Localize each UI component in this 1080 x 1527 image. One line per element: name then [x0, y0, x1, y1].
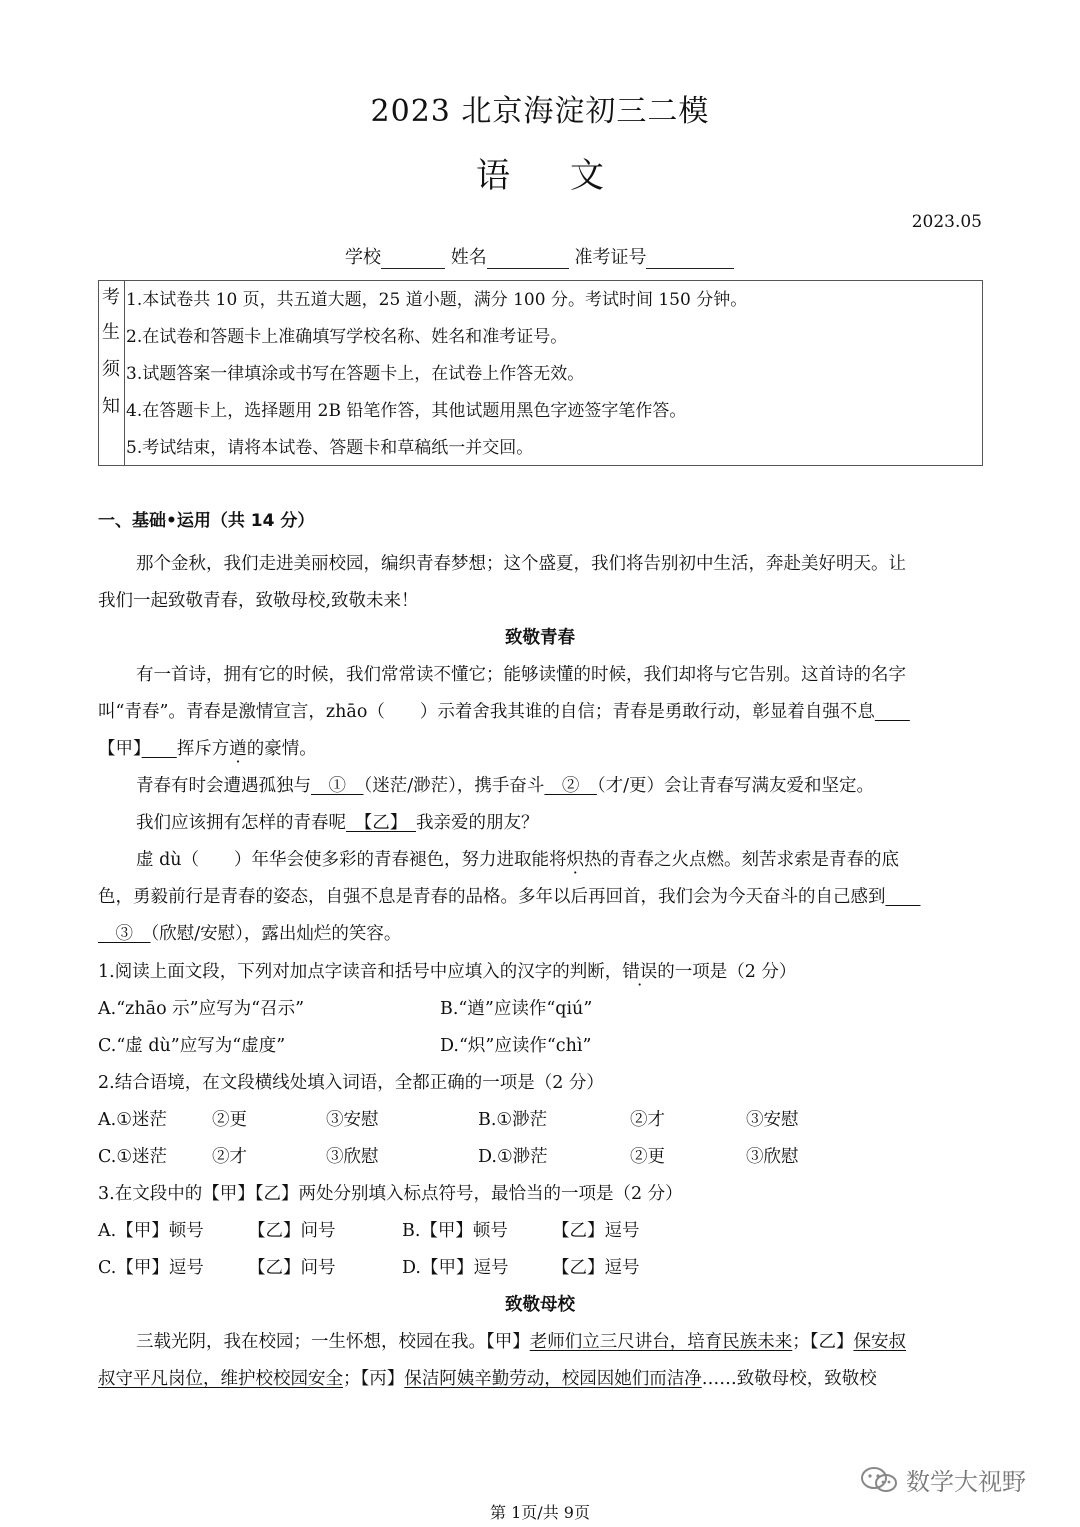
exam-id-label: 准考证号 [574, 247, 647, 268]
notice-item: 3.试题答案一律填涂或书写在答题卡上，在试卷上作答无效。 [126, 364, 585, 384]
notice-item: 1.本试卷共 10 页，共五道大题，25 道小题，满分 100 分。考试时间 150 分钟。 [126, 290, 748, 310]
page-number: 第 1页/共 9页 [490, 1503, 590, 1522]
subsection-title: 致敬母校 [505, 1295, 575, 1315]
student-info-line [345, 243, 734, 269]
fill-blank [875, 702, 910, 722]
notice-char: 知 [102, 396, 120, 417]
passage-line: 有一首诗，拥有它的时候，我们常常读不懂它；能够读懂的时候，我们却将与它告别。这首诗的名字 [136, 665, 906, 685]
question-2: 2.结合语境，在文段横线处填入词语，全都正确的一项是（2 分） [98, 1073, 604, 1093]
fill-blank: ② [544, 776, 597, 796]
q1-option-a[interactable]: A.“zhāo 示”应写为“召示” [98, 999, 305, 1019]
passage-line: 叔守平凡岗位，维护校校园安全；【丙】保洁阿姨辛勤劳动，校园因她们而洁净……致敬母校，致敬校 [98, 1369, 877, 1389]
passage-line: 虚 dù（ ）年华会使多彩的青春褪色，努力进取能将炽热的青春之火点燃。刻苦求索是青春的底 [136, 850, 900, 870]
q1-option-b[interactable]: B.“遒”应读作“qiú” [440, 999, 593, 1019]
dotted-char: 炽 [566, 850, 585, 870]
question-3: 3.在文段中的【甲】【乙】两处分别填入标点符号，最恰当的一项是（2 分） [98, 1184, 683, 1204]
passage-line: ③ （欣慰/安慰），露出灿烂的笑容。 [98, 924, 402, 944]
fill-blank [886, 887, 921, 907]
q3-option-a[interactable]: A.【甲】顿号 【乙】问号 [98, 1221, 336, 1241]
exam-date: 2023.05 [911, 212, 982, 232]
fill-blank: 【乙】 [346, 813, 416, 833]
name-label: 姓名 [450, 247, 487, 268]
q1-option-d[interactable]: D.“炽”应读作“chì” [440, 1036, 592, 1056]
passage-line: 色，勇毅前行是青春的姿态，自强不息是青春的品格。多年以后再回首，我们会为今天奋斗的自己感到 [98, 883, 921, 908]
notice-char: 须 [102, 359, 120, 380]
section-heading: 一、基础•运用（共 14 分） [98, 511, 315, 531]
subject-title: 语文 [476, 156, 664, 196]
intro-text: 我们一起致敬青春，致敬母校,致敬未来！ [98, 591, 419, 611]
watermark [860, 1462, 1026, 1497]
dotted-char: 遒 [229, 739, 247, 759]
underlined-text: 保洁阿姨辛勤劳动，校园因她们而洁净 [404, 1369, 702, 1389]
notice-char: 生 [102, 322, 120, 343]
q2-option-a[interactable]: A.①迷茫 ②更 ③安慰 [98, 1110, 379, 1130]
underlined-text: 叔守平凡岗位，维护校校园安全 [98, 1369, 343, 1389]
fill-blank [142, 739, 177, 759]
q3-option-d[interactable]: D.【甲】逗号 【乙】逗号 [402, 1258, 640, 1278]
notice-item: 4.在答题卡上，选择题用 2B 铅笔作答，其他试题用黑色字迹签字笔作答。 [126, 401, 687, 421]
q3-option-c[interactable]: C.【甲】逗号 【乙】问号 [98, 1258, 336, 1278]
exam-id-blank[interactable] [646, 248, 734, 269]
name-blank[interactable] [487, 248, 569, 269]
passage-line: 青春有时会遭遇孤独与 ① （迷茫/渺茫），携手奋斗 ② （才/更）会让青春写满友爱和坚定。 [136, 776, 875, 796]
q1-option-c[interactable]: C.“虚 dù”应写为“虚度” [98, 1036, 286, 1056]
underlined-text: 保安叔 [853, 1332, 906, 1352]
notice-char: 考 [102, 287, 120, 308]
fill-blank: ③ [98, 924, 151, 944]
school-blank[interactable] [381, 248, 445, 269]
q3-option-b[interactable]: B.【甲】顿号 【乙】逗号 [402, 1221, 640, 1241]
q2-option-b[interactable]: B.①渺茫 ②才 ③安慰 [478, 1110, 799, 1130]
subsection-title: 致敬青春 [505, 628, 575, 648]
page-title: 2023 北京海淀初三二模 [370, 94, 710, 129]
fill-blank: ① [311, 776, 364, 796]
passage-line: 【甲】 挥斥方遒的豪情。 [98, 739, 317, 759]
notice-item: 5.考试结束，请将本试卷、答题卡和草稿纸一并交回。 [126, 438, 534, 458]
passage-line: 我们应该拥有怎样的青春呢 【乙】 我亲爱的朋友？ [136, 813, 539, 833]
emphasis-text: 错误 [622, 962, 658, 982]
wechat-icon [860, 1466, 900, 1494]
q2-option-c[interactable]: C.①迷茫 ②才 ③欣慰 [98, 1147, 379, 1167]
underlined-text: 老师们立三尺讲台，培育民族未来 [529, 1332, 793, 1352]
watermark-text: 数学大视野 [906, 1468, 1026, 1496]
passage-line: 三载光阴，我在校园；一生怀想，校园在我。【甲】老师们立三尺讲台，培育民族未来；【乙】保安叔 [136, 1332, 906, 1352]
notice-item: 2.在试卷和答题卡上准确填写学校名称、姓名和准考证号。 [126, 327, 568, 347]
notice-side-label [99, 281, 125, 465]
question-1: 1.阅读上面文段，下列对加点字读音和括号中应填入的汉字的判断，错误的一项是（2 分） [98, 962, 797, 982]
intro-text: 那个金秋，我们走进美丽校园，编织青春梦想；这个盛夏，我们将告别初中生活，奔赴美好明天。让 [136, 554, 906, 574]
exam-notice-box [98, 280, 983, 466]
school-label: 学校 [345, 247, 381, 268]
passage-line: 叫“青春”。青春是激情宣言，zhāo（ ）示着舍我其谁的自信；青春是勇敢行动，彰显着自强不息 [98, 698, 910, 723]
q2-option-d[interactable]: D.①渺茫 ②更 ③欣慰 [478, 1147, 799, 1167]
